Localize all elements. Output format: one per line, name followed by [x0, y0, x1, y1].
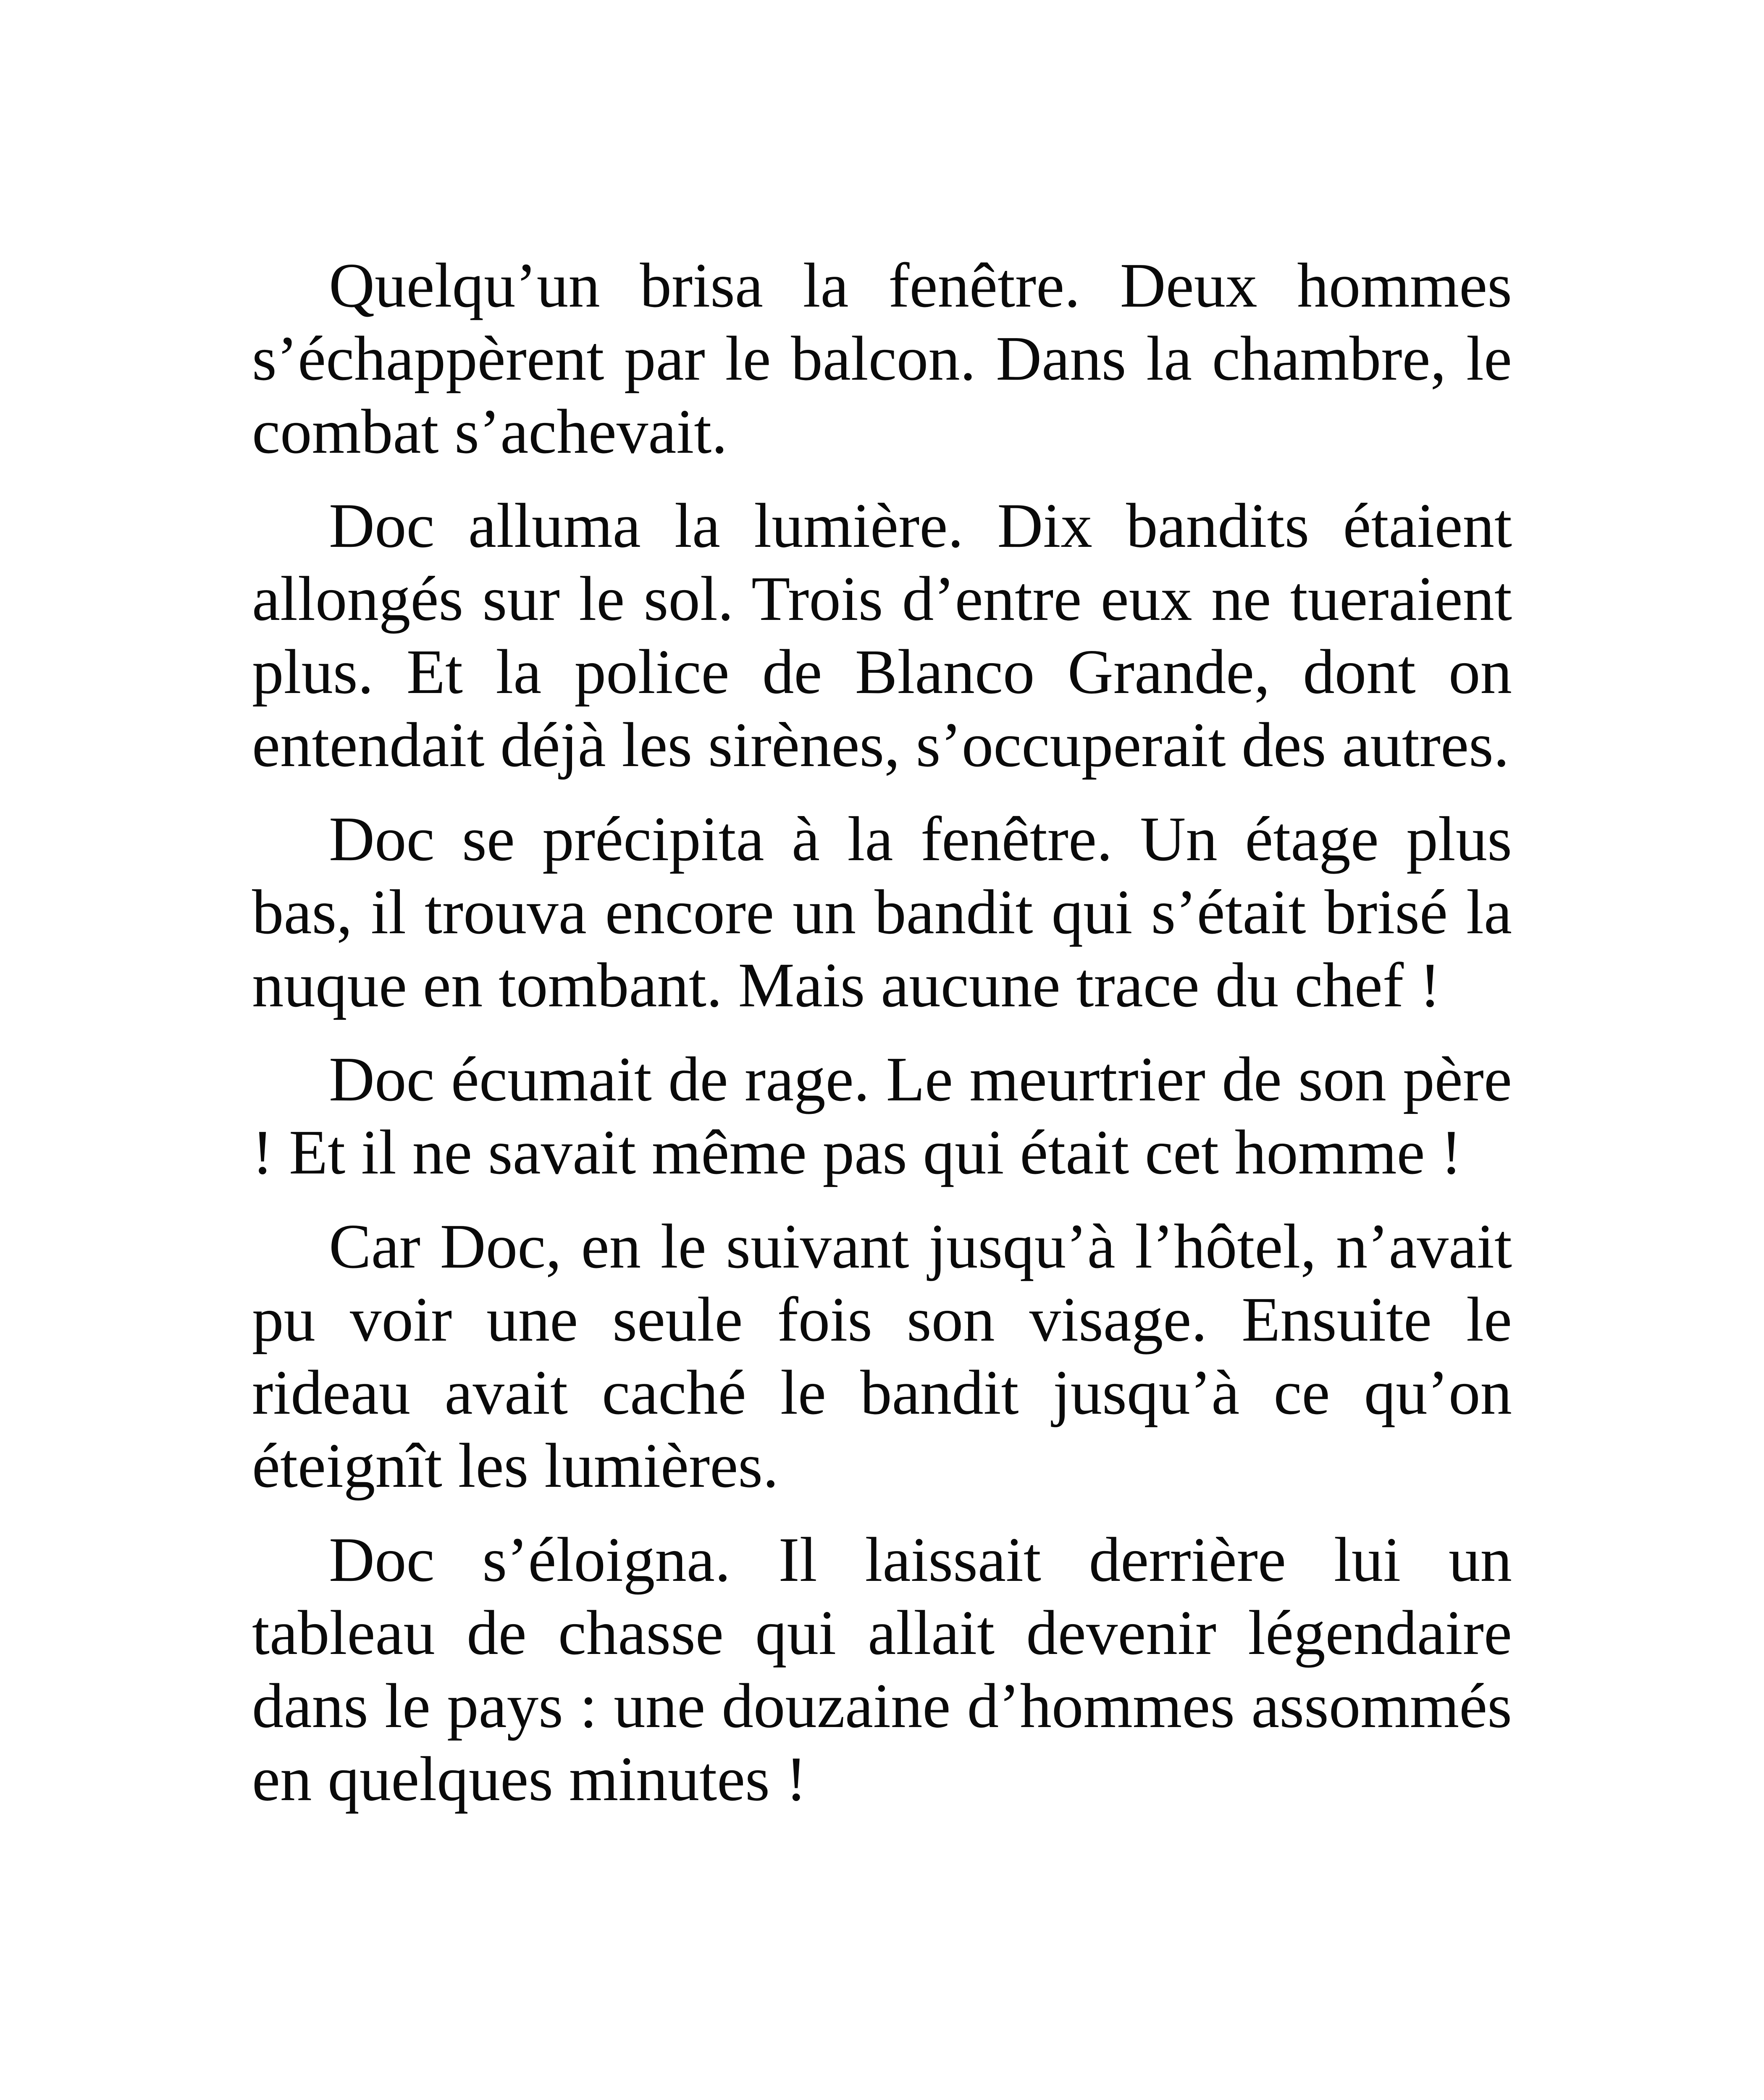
paragraph-1: Quelqu’un brisa la fenêtre. Deux hommes s’échappèrent par le balcon. Dans la chambre, le combat s’achevait.	[252, 250, 1512, 467]
paragraph-6: Doc s’éloigna. Il laissait derrière lui un tableau de chasse qui allait devenir légendaire dans le pays : une douzaine d’hommes assommés en quelques minutes !	[252, 1524, 1512, 1814]
paragraph-3: Doc se précipita à la fenêtre. Un étage plus bas, il trouva encore un bandit qui s’était brisé la nuque en tombant. Mais aucune trace du chef !	[252, 803, 1512, 1020]
body-text	[252, 249, 1512, 1836]
paragraph-5: Car Doc, en le suivant jusqu’à l’hôtel, n’avait pu voir une seule fois son visage. Ensuite le rideau avait caché le bandit jusqu’à ce qu’on éteignît les lumières.	[252, 1211, 1512, 1501]
paragraph-4: Doc écumait de rage. Le meurtrier de son père ! Et il ne savait même pas qui était cet homme !	[252, 1044, 1512, 1187]
paragraph-2: Doc alluma la lumière. Dix bandits étaient allongés sur le sol. Trois d’entre eux ne tueraient plus. Et la police de Blanco Grande, dont on entendait déjà les sirènes, s’occuperait des autres.	[252, 490, 1512, 780]
